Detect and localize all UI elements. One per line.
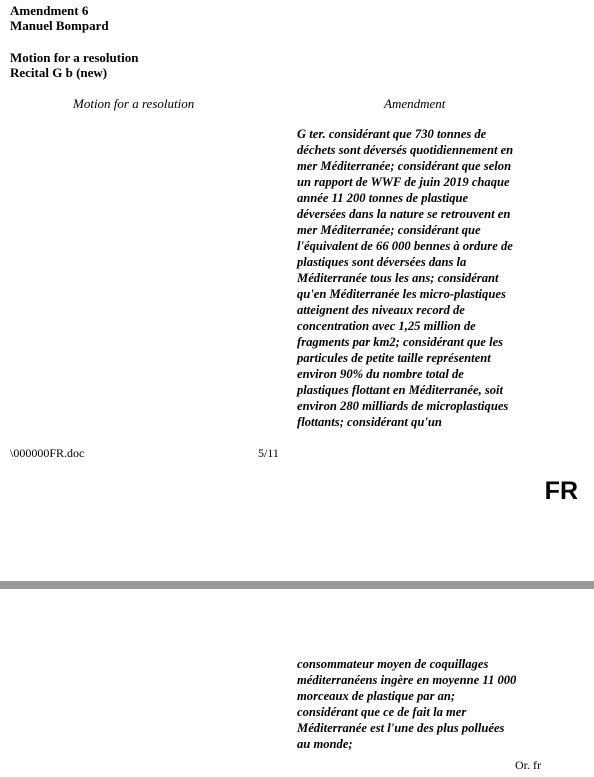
document-type: Motion for a resolution [10,50,139,65]
amendment-number: Amendment 6 [10,3,89,18]
author-name: Manuel Bompard [10,18,109,33]
column-heading-amendment: Amendment [384,96,446,111]
language-code: FR [544,477,578,505]
page-divider [0,581,594,589]
recital-label: Recital G b (new) [10,65,108,80]
amendment-text: G ter. considérant que 730 tonnes de déchets sont déversés quotidiennement en mer Méditerranée; considérant que selon un rapport de WWF de juin 2019 chaque année 11 200 tonnes de plastique déversées dans la nature se retrouvent en mer Méditerranée; considérant que l'équivalent de 66 000 bennes à ordure de plastiques sont déversées dans la Méditerranée tous les ans; considérant qu'en Méditerranée les micro-plastiques atteignent des niveaux record de concentration avec 1,25 million de fragments par km2; considérant que les particules de petite taille représentent environ 90% du nombre total de plastiques flottant en Méditerranée, soit environ 280 milliards de microplastiques flottants; considérant qu'un [297,127,514,429]
column-heading-motion: Motion for a resolution [73,96,195,111]
file-name: \000000FR.doc [10,446,85,460]
continuation-text: consommateur moyen de coquillages méditerranéens ingère en moyenne 11 000 morceaux de plastique par an; considérant que ce de fait la mer Méditerranée est l'une des plus polluées au monde; [297,657,517,751]
page-number: 5/11 [258,446,279,460]
original-language: Or. fr [515,758,541,772]
